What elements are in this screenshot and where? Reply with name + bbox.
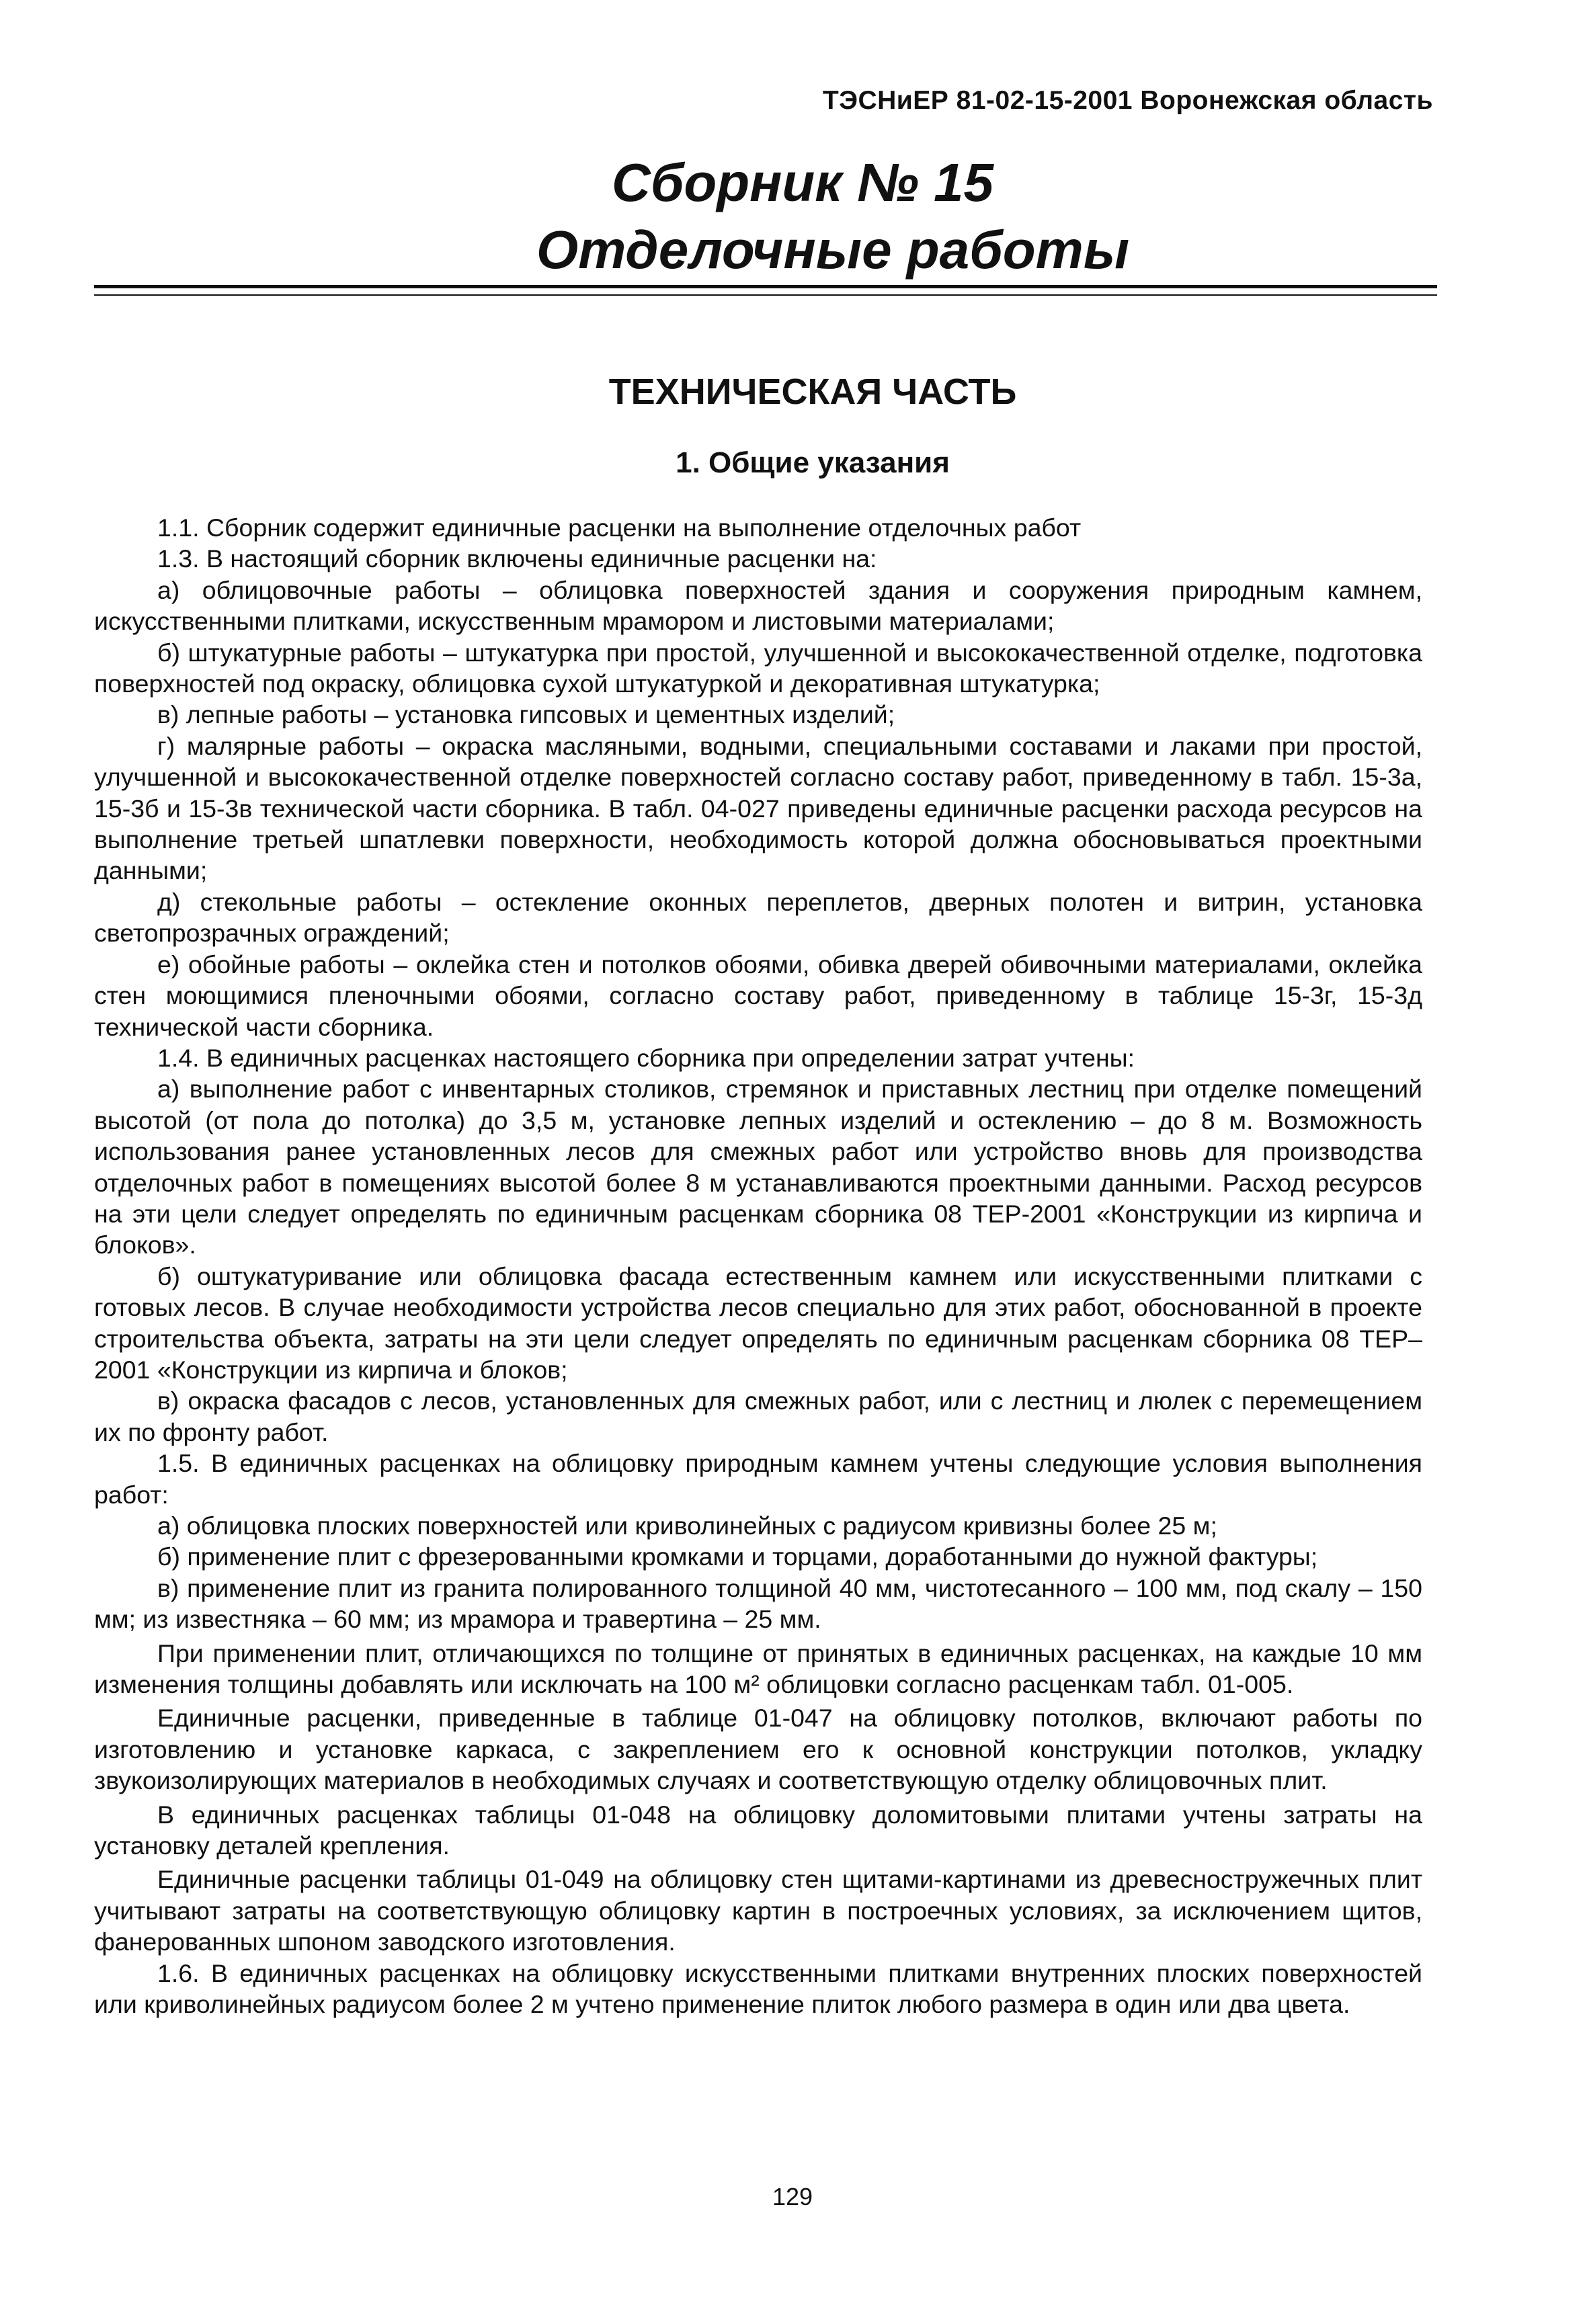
- section-title: ТЕХНИЧЕСКАЯ ЧАСТЬ: [608, 372, 1017, 412]
- paragraph: а) облицовка плоских поверхностей или криволинейных с радиусом кривизны более 25 м;: [157, 1511, 1217, 1540]
- paragraph: 1.1. Сборник содержит единичные расценки на выполнение отделочных работ: [157, 513, 1082, 542]
- collection-title: [0, 149, 1585, 284]
- paragraph: в) применение плит из гранита полированного толщиной 40 мм, чистотесанного – 100 мм, под скалу – 150 мм; из известняка – 60 мм; из мрамора и травертина – 25 мм.: [94, 1573, 1422, 1634]
- document-header-code: ТЭСНиЕР 81-02-15-2001 Воронежская область: [822, 86, 1433, 115]
- paragraph: 1.5. В единичных расценках на облицовку природным камнем учтены следующие условия выполнения работ:: [94, 1449, 1422, 1509]
- paragraph: Единичные расценки таблицы 01-049 на облицовку стен щитами-картинами из древесностружечных плит учитывают затраты на соответствующую облицовку картин в построечных условиях, за исключением щитов, фанерованных шпоном заводского изготовления.: [94, 1865, 1422, 1956]
- paragraph: е) обойные работы – оклейка стен и потолков обоями, обивка дверей обивочными материалами, оклейка стен моющимися пленочными обоями, согласно составу работ, приведенному в таблице 15-3г, 15-3д технической части сборника.: [94, 950, 1422, 1041]
- paragraph: б) применение плит с фрезерованными кромками и торцами, доработанными до нужной фактуры;: [157, 1542, 1318, 1571]
- paragraph: Единичные расценки, приведенные в таблице 01-047 на облицовку потолков, включают работы по изготовлению и установке каркаса, с закреплением его к основной конструкции потолков, укладку звукоизолирующих материалов в необходимых случаях и соответствующую отделку облицовочных плит.: [94, 1704, 1422, 1795]
- title-divider-thick: [94, 285, 1437, 288]
- page-number: 129: [772, 2183, 813, 2210]
- collection-number: Сборник № 15: [612, 153, 993, 212]
- paragraph: В единичных расценках таблицы 01-048 на облицовку доломитовыми плитами учтены затраты на установку деталей крепления.: [94, 1800, 1422, 1860]
- paragraph: д) стекольные работы – остекление оконных переплетов, дверных полотен и витрин, установка светопрозрачных ограждений;: [94, 887, 1422, 948]
- subsection-title: 1. Общие указания: [676, 446, 950, 479]
- collection-name: Отделочные работы: [536, 220, 1130, 280]
- paragraph: При применении плит, отличающихся по толщине от принятых в единичных расценках, на каждые 10 мм изменения толщины добавлять или исключать на 100 м² облицовки согласно расценкам табл. 01-005.: [94, 1638, 1422, 1699]
- paragraph: б) оштукатуривание или облицовка фасада естественным камнем или искусственными плитками с готовых лесов. В случае необходимости устройства лесов специально для этих работ, обоснованной в проекте строительства объекта, затраты на эти цели следует определять по единичным расценкам сборника 08 ТЕР–2001 «Конструкции из кирпича и блоков;: [94, 1261, 1422, 1384]
- paragraph: 1.3. В настоящий сборник включены единичные расценки на:: [157, 544, 877, 573]
- paragraph: в) лепные работы – установка гипсовых и цементных изделий;: [157, 700, 895, 729]
- paragraph: 1.4. В единичных расценках настоящего сборника при определении затрат учтены:: [157, 1043, 1135, 1072]
- paragraph: а) выполнение работ с инвентарных столиков, стремянок и приставных лестниц при отделке помещений высотой (от пола до потолка) до 3,5 м, установке лепных изделий и остеклению – до 8 м. Возможность использования ранее установленных лесов для смежных работ или устройство вновь для производства отделочных работ в помещениях высотой более 8 м устанавливаются проектными данными. Расход ресурсов на эти цели следует определять по единичным расценкам сборника 08 ТЕР-2001 «Конструкции из кирпича и блоков».: [94, 1075, 1422, 1259]
- paragraph: г) малярные работы – окраска масляными, водными, специальными составами и лаками при простой, улучшенной и высококачественной отделке поверхностей согласно составу работ, приведенному в табл. 15-3а, 15-3б и 15-3в технической части сборника. В табл. 04-027 приведены единичные расценки расхода ресурсов на выполнение третьей шпатлевки поверхности, необходимость которой должна обосновываться проектными данными;: [94, 731, 1422, 885]
- paragraph: в) окраска фасадов с лесов, установленных для смежных работ, или с лестниц и люлек с перемещением их по фронту работ.: [94, 1386, 1422, 1446]
- body-text: [94, 512, 1422, 2020]
- paragraph: б) штукатурные работы – штукатурка при простой, улучшенной и высококачественной отделке, подготовка поверхностей под окраску, облицовка сухой штукатуркой и декоративная штукатурка;: [94, 638, 1422, 698]
- paragraph: а) облицовочные работы – облицовка поверхностей здания и сооружения природным камнем, искусственными плитками, искусственным мрамором и листовыми материалами;: [94, 575, 1422, 636]
- title-divider-thin: [94, 294, 1437, 296]
- paragraph: 1.6. В единичных расценках на облицовку искусственными плитками внутренних плоских поверхностей или криволинейных радиусом более 2 м учтено применение плиток любого размера в один или два цвета.: [94, 1958, 1422, 2019]
